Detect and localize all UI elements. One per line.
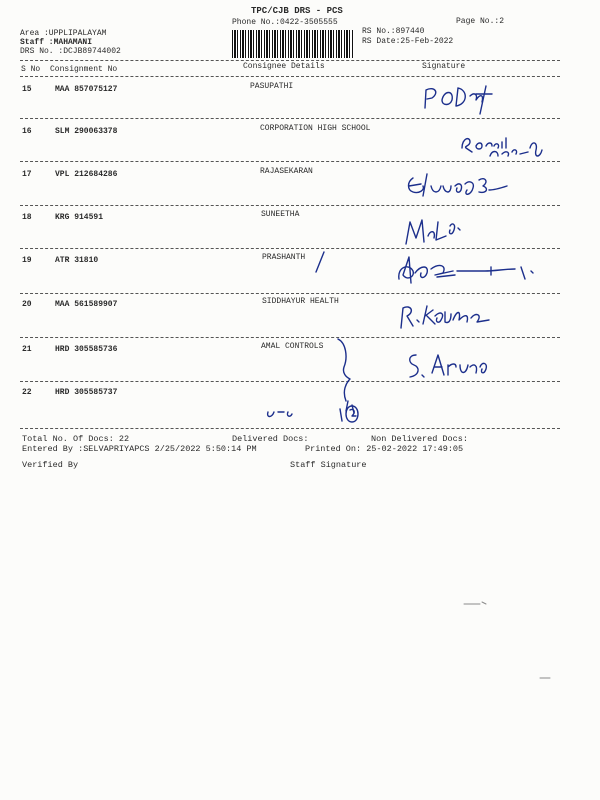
row-divider (20, 248, 560, 249)
non-delivered-docs: Non Delivered Docs: (371, 434, 468, 444)
row-consignment: ATR 31810 (55, 256, 99, 265)
row-sno: 21 (22, 345, 32, 354)
row-consignee: CORPORATION HIGH SCHOOL (260, 124, 371, 133)
column-header-signature: Signature (422, 62, 466, 71)
header-divider (20, 60, 560, 61)
signature-16 (458, 128, 548, 162)
table-row (0, 82, 600, 126)
row-sno: 19 (22, 256, 32, 265)
row-consignment: MAA 561589907 (55, 300, 118, 309)
row-sno: 18 (22, 213, 32, 222)
row-consignment: KRG 914591 (55, 213, 104, 222)
row-divider (20, 205, 560, 206)
entered-by: Entered By :SELVAPRIYAPCS 2/25/2022 5:50:14 PM (22, 444, 257, 454)
verified-by: Verified By (22, 460, 79, 470)
row-consignment: VPL 212684286 (55, 170, 118, 179)
row-consignee: PASUPATHI (250, 82, 294, 91)
signature-19 (395, 253, 565, 297)
scan-speck (460, 596, 490, 610)
barcode (232, 30, 354, 58)
signature-17 (405, 168, 515, 202)
column-header-sno: S No (21, 65, 41, 74)
slash-mark (310, 248, 330, 278)
delivered-docs: Delivered Docs: (232, 434, 309, 444)
row-consignment: SLM 290063378 (55, 127, 118, 136)
staff-label: Staff :MAHAMANI (20, 38, 93, 47)
row-consignee: RAJASEKARAN (260, 167, 313, 176)
signature-18 (402, 212, 472, 252)
row-sno: 22 (22, 388, 32, 397)
row-sno: 16 (22, 127, 32, 136)
row-divider (20, 337, 560, 338)
row-divider (20, 428, 560, 429)
signature-22 (260, 398, 380, 428)
row-consignee: PRASHANTH (262, 253, 306, 262)
printed-on: Printed On: 25-02-2022 17:49:05 (305, 444, 464, 454)
page-number: Page No.:2 (456, 17, 505, 26)
signature-21 (404, 349, 494, 383)
drs-number: DRS No. :DCJB89744002 (20, 47, 121, 56)
column-header-consignee: Consignee Details (243, 62, 325, 71)
row-sno: 15 (22, 85, 32, 94)
area-label: Area :UPPLIPALAYAM (20, 29, 107, 38)
signature-20 (395, 300, 495, 334)
row-consignee: AMAL CONTROLS (261, 342, 324, 351)
scan-speck (536, 672, 556, 684)
rs-date: RS Date:25-Feb-2022 (362, 37, 454, 46)
row-consignee: SUNEETHA (261, 210, 300, 219)
column-header-divider (20, 76, 560, 77)
row-consignment: MAA 857075127 (55, 85, 118, 94)
staff-signature: Staff Signature (290, 460, 367, 470)
rs-number: RS No.:897440 (362, 27, 425, 36)
signature-15 (420, 82, 500, 116)
table-row (0, 297, 600, 341)
column-header-consignment: Consignment No (50, 65, 118, 74)
row-sno: 17 (22, 170, 32, 179)
row-divider (20, 118, 560, 119)
row-consignment: HRD 305585736 (55, 345, 118, 354)
total-docs: Total No. Of Docs: 22 (22, 434, 130, 444)
row-sno: 20 (22, 300, 32, 309)
row-consignee: SIDDHAYUR HEALTH (262, 297, 339, 306)
row-consignment: HRD 305585737 (55, 388, 118, 397)
document-title: TPC/CJB DRS - PCS (251, 6, 343, 16)
phone-number: Phone No.:0422-3505555 (232, 18, 338, 27)
table-row (0, 342, 600, 386)
